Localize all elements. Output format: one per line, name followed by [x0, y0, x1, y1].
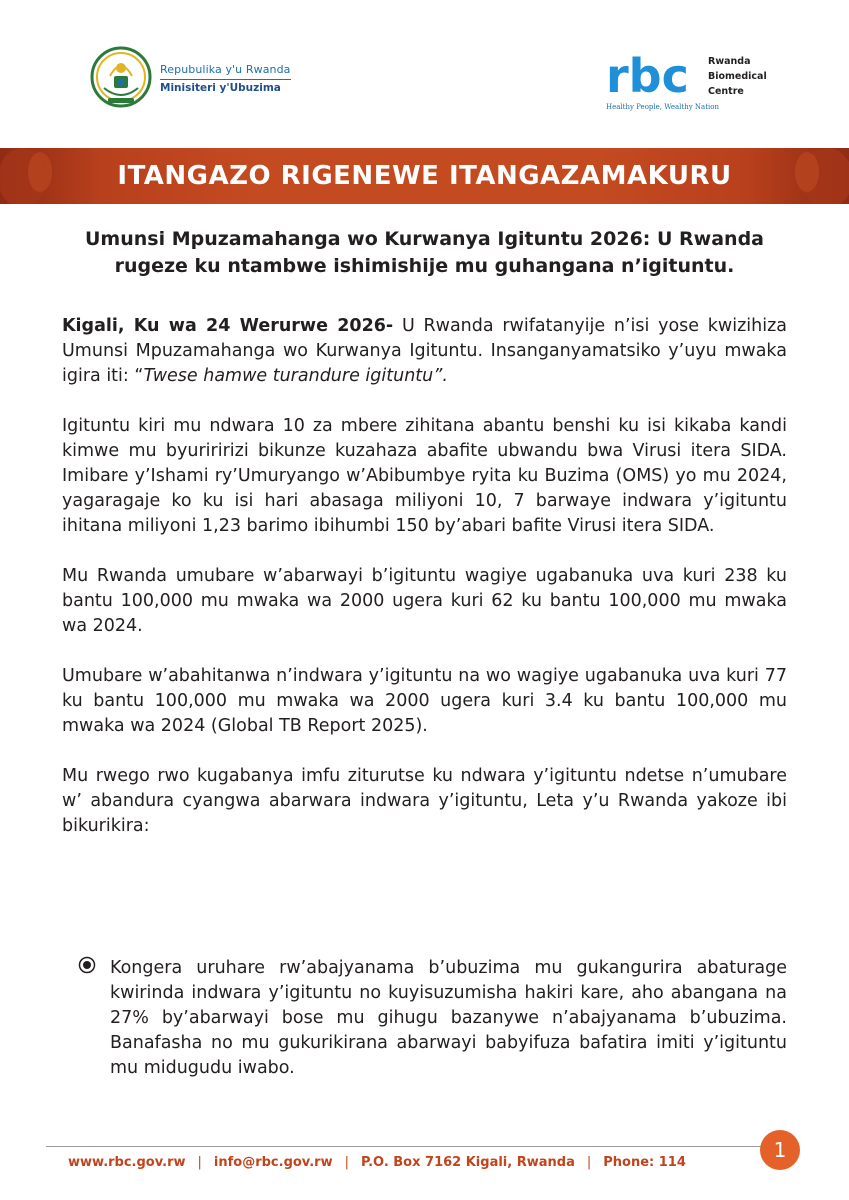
list-item: [78, 956, 787, 1081]
press-release-headline: [30, 226, 819, 280]
theme-text: Twese hamwe turandure igituntu”.: [143, 366, 448, 386]
footer-divider: [46, 1146, 762, 1147]
rbc-name-line2: Biomedical: [708, 71, 767, 82]
paragraph-rwanda-cases: Mu Rwanda umubare w’abarwayi b’igituntu wagiye ugabanuka uva kuri 238 ku bantu 100,000 mu mwaka wa 2000 ugera kuri 62 ku bantu 100,000 mu mwaka wa 2024.: [62, 566, 787, 636]
rbc-logo-icon: [606, 52, 702, 100]
press-release-banner: [0, 148, 849, 204]
ministry-text: [160, 63, 291, 94]
footer-address: P.O. Box 7162 Kigali, Rwanda: [360, 1155, 575, 1170]
footer-separator: |: [197, 1155, 202, 1170]
rbc-name-line3: Centre: [708, 86, 744, 97]
page-header: [0, 0, 849, 150]
rbc-full-name: [708, 54, 788, 99]
footer-separator: |: [344, 1155, 349, 1170]
republic-name: Repubulika y'u Rwanda: [160, 63, 291, 80]
action-list: [78, 956, 787, 1081]
paragraph-rwanda-deaths: Umubare w’abahitanwa n’indwara y’igituntu na wo wagiye ugabanuka uva kuri 77 ku bantu 100,000 mu mwaka wa 2000 ugera kuri 3.4 ku bantu 100,000 mu mwaka wa 2024 (Global TB Report 2025).: [62, 666, 787, 736]
intro-text: U Rwanda rwifatanyije n’isi yose kwizihiza Umunsi Mpuzamahanga wo Kurwanya Igituntu. Insanganyamatsiko y’uyu mwaka igira iti: “: [62, 316, 787, 386]
footer-separator: |: [586, 1155, 592, 1170]
page-footer: [68, 1155, 686, 1170]
rbc-logo-block: [606, 52, 767, 111]
rbc-tagline: Healthy People, Wealthy Nation: [606, 103, 719, 111]
ministry-logo-block: [90, 46, 291, 110]
footer-phone: Phone: 114: [603, 1155, 686, 1170]
page-number-badge: 1: [760, 1130, 800, 1170]
rbc-name-line1: Rwanda: [708, 56, 751, 67]
paragraph-government-actions: Mu rwego rwo kugabanya imfu ziturutse ku ndwara y’igituntu ndetse n’umubare w’ abandura cyangwa abarwara indwara y’igituntu, Leta y’u Rwanda yakoze ibi bikurikira:: [62, 766, 787, 836]
rwanda-seal-icon: [90, 46, 152, 110]
banner-title: ITANGAZO RIGENEWE ITANGAZAMAKURU: [117, 161, 732, 191]
ministry-name: Minisiteri y'Ubuzima: [160, 81, 281, 94]
press-release-body: [62, 314, 787, 839]
list-item-text: Kongera uruhare rw’abajyanama b’ubuzima mu gukangurira abaturage kwirinda indwara y’igituntu no kuyisuzumisha hakiri kare, aho abangana na 27% by’abarwayi bose mu gihugu bazanywe n’abajyanama b’ubuzima. Banafasha no mu gukurikirana abarwayi babyifuza bafatira imiti y’igituntu mu midugudu iwabo.: [110, 958, 787, 1078]
footer-website-link[interactable]: www.rbc.gov.rw: [68, 1155, 186, 1170]
footer-email-link[interactable]: info@rbc.gov.rw: [213, 1155, 333, 1170]
paragraph-global-stats: Igituntu kiri mu ndwara 10 za mbere zihitana abantu benshi ku isi kikaba kandi kimwe mu byuriririzi bikunze kuzahaza abafite ubwandu bwa Virusi itera SIDA. Imibare y’Ishami ry’Umuryango w’Abibumbye ryita ku Buzima (OMS) yo mu 2024, yagaragaje ko ku isi hari abasaga miliyoni 10, 7 barwaye indwara y’igituntu ihitana miliyoni 1,23 barimo ibihumbi 150 by’abari bafite Virusi itera SIDA.: [62, 416, 787, 536]
rbc-logo-text: rbc: [606, 52, 689, 100]
headline-line1: Umunsi Mpuzamahanga wo Kurwanya Igituntu 2026: U Rwanda: [84, 228, 765, 250]
dateline: Kigali, Ku wa 24 Werurwe 2026-: [62, 316, 394, 336]
radio-bullet-icon: [78, 956, 96, 974]
headline-line2: rugeze ku ntambwe ishimishije mu guhangana n’igituntu.: [114, 255, 735, 277]
paragraph-intro: [62, 314, 787, 389]
